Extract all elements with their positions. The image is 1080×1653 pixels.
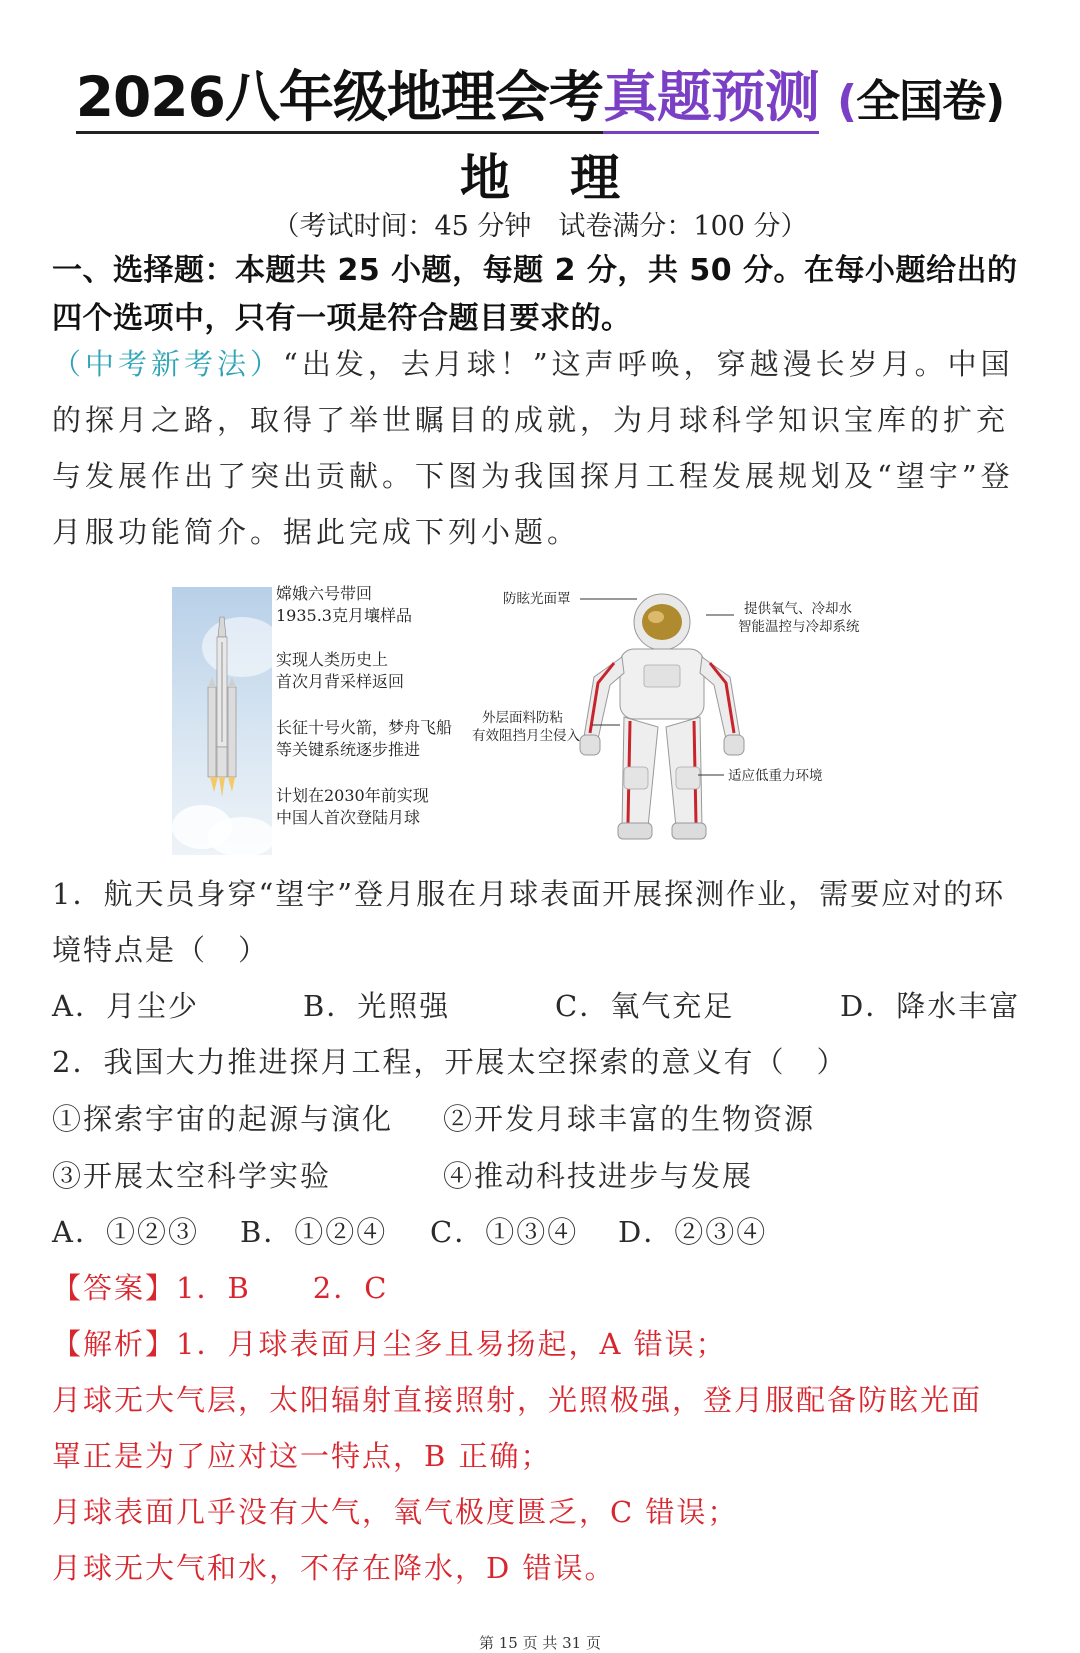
rocket-note-4-line2: 中国人首次登陆月球	[276, 808, 421, 827]
question-2-option-b[interactable]: B．①②④	[240, 1215, 388, 1249]
analysis-line-5: 月球无大气和水，不存在降水，D 错误。	[52, 1551, 616, 1585]
answer-line	[52, 1266, 388, 1307]
suit-label-gravity: 适应低重力环境	[728, 768, 823, 784]
analysis-line-4: 月球表面几乎没有大气，氧气极度匮乏，C 错误；	[52, 1495, 739, 1529]
rocket-image	[172, 587, 272, 855]
rocket-note-3-line1: 长征十号火箭，梦舟飞船	[276, 718, 453, 737]
title-accent: 真题预测	[603, 65, 819, 134]
suit-label-oxygen-line1: 提供氧气、冷却水	[744, 601, 852, 617]
title-region-paren: (	[837, 76, 857, 127]
question-1-stem-line1: 1．航天员身穿“望宇”登月服在月球表面开展探测作业，需要应对的环	[52, 877, 1006, 911]
question-1-option-a[interactable]: A．月尘少	[52, 989, 199, 1023]
rocket-note-4-line1: 计划在2030年前实现	[276, 786, 429, 805]
suit-label-dust-line1: 外层面料防粘	[482, 710, 563, 726]
analysis-line-3: 罩正是为了应对这一特点，B 正确；	[52, 1439, 552, 1473]
question-2-option-d[interactable]: D．②③④	[618, 1215, 768, 1249]
rocket-note-1-line2: 1935.3克月壤样品	[276, 606, 412, 625]
suit-label-visor: 防眩光面罩	[503, 591, 571, 607]
suit-label-dust-line2: 有效阻挡月尘侵入	[472, 728, 580, 744]
rocket-icon	[172, 587, 272, 855]
rocket-panel	[172, 584, 472, 855]
answer-text: 1．B 2．C	[176, 1271, 389, 1305]
question-1-option-d[interactable]: D．降水丰富	[840, 989, 1021, 1023]
question-2-item-4: ④推动科技进步与发展	[443, 1159, 754, 1193]
figure	[172, 584, 922, 857]
question-2-stem: 2．我国大力推进探月工程，开展太空探索的意义有（ ）	[52, 1045, 848, 1079]
title-main: 2026八年级地理会考	[76, 65, 603, 134]
answer-label: 【答案】	[52, 1271, 177, 1305]
suit-label-oxygen-line2: 智能温控与冷却系统	[738, 619, 860, 635]
analysis-line-1	[52, 1322, 727, 1363]
analysis-label: 【解析】	[52, 1327, 177, 1361]
question-1-option-b[interactable]: B．光照强	[303, 989, 451, 1023]
question-2-option-c[interactable]: C．①③④	[430, 1215, 579, 1249]
rocket-note-1-line1: 嫦娥六号带回	[276, 584, 373, 603]
passage-text: “出发，去月球！”这声呼唤，穿越漫长岁月。中国的探月之路，取得了举世瞩目的成就，为月球科学知识宝库的扩充与发展作出了突出贡献。下图为我国探月工程发展规划及“望宇”登月服功能简介。据此完成下列小题。	[52, 347, 1014, 549]
title-region: 全国卷)	[856, 76, 1005, 127]
rocket-note-3-line2: 等关键系统逐步推进	[276, 740, 421, 759]
passage-tag: （中考新考法）	[52, 347, 284, 381]
analysis-line-2: 月球无大气层，太阳辐射直接照射，光照极强，登月服配备防眩光面	[52, 1383, 983, 1417]
subject-heading: 地理	[460, 148, 680, 207]
exam-info: （考试时间：45 分钟 试卷满分：100 分）	[272, 211, 808, 242]
question-2-item-1: ①探索宇宙的起源与演化	[52, 1102, 394, 1136]
question-2-item-2: ②开发月球丰富的生物资源	[443, 1102, 816, 1136]
question-1-stem-line2: 境特点是（ ）	[52, 933, 270, 967]
question-1-option-c[interactable]: C．氧气充足	[555, 989, 735, 1023]
analysis-text-1: 1．月球表面月尘多且易扬起，A 错误；	[176, 1327, 727, 1361]
rocket-note-2-line1: 实现人类历史上	[276, 650, 389, 669]
passage	[52, 336, 1037, 560]
page-footer: 第 15 页 共 31 页	[478, 1634, 601, 1652]
rocket-note-2-line2: 首次月背采样返回	[276, 672, 405, 691]
exam-title	[0, 62, 1080, 137]
question-2-option-a[interactable]: A．①②③	[52, 1215, 199, 1249]
section-heading: 一、选择题：本题共 25 小题，每题 2 分，共 50 分。在每小题给出的四个选项中，只有一项是符合题目要求的。	[52, 253, 1018, 336]
question-2-item-3: ③开展太空科学实验	[52, 1159, 332, 1193]
